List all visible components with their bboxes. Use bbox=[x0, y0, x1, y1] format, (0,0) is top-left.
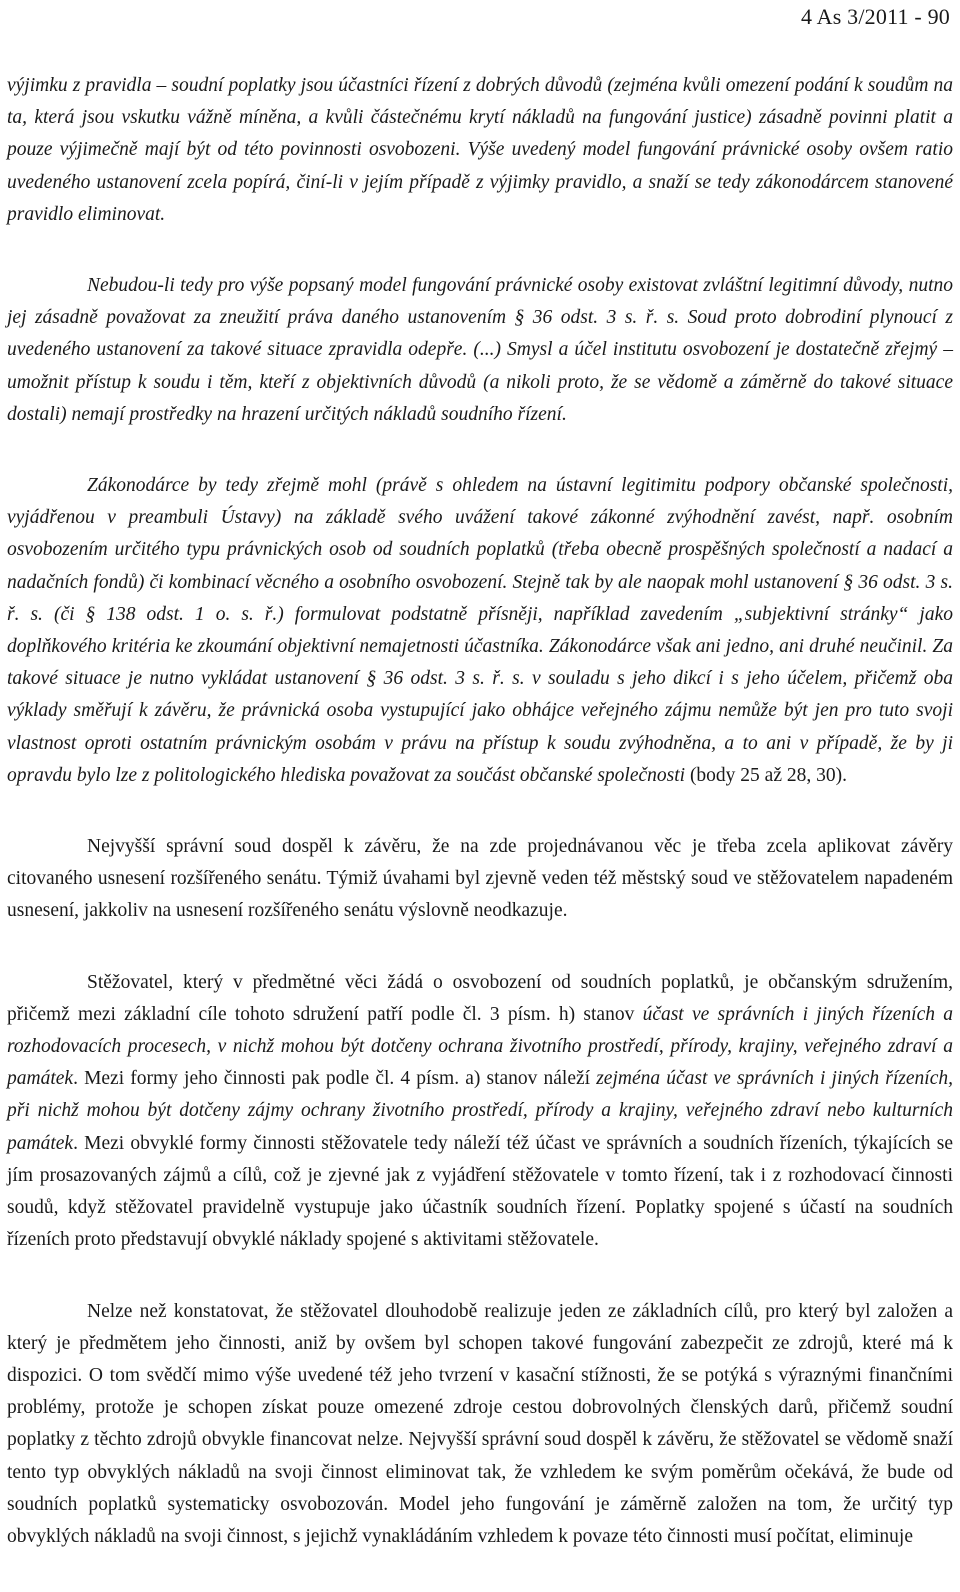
document-body bbox=[7, 70, 953, 1592]
quoted-text: Zákonodárce by tedy zřejmě mohl (právě s ohledem na ústavní legitimitu podpory občanské společnosti, vyjádřenou v preambuli Ústavy) na základě svého uvážení takové zákonné zvýhodnění zavést, např. osobním osvobozením určitého typu právnických osob od soudních poplatků (třeba obecně prospěšných společností a nadací a nadačních fondů) či kombinací věcného a osobního osvobození. Stejně tak by ale naopak mohl ustanovení § 36 odst. 3 s. ř. s. (či § 138 odst. 1 o. s. ř.) formulovat podstatně přísněji, například zavedením „subjektivní stránky“ jako doplňkového kritéria ke zkoumání objektivní nemajetnosti účastníka. Zákonodárce však ani jedno, ani druhé neučinil. Za takové situace je nutno vykládat ustanovení § 36 odst. 3 s. ř. s. v souladu s jeho dikcí i s jeho účelem, přičemž oba výklady směřují k závěru, že právnická osoba vystupující jako obhájce veřejného zájmu nemůže být jen pro tuto svoji vlastnost oproti ostatním právnickým osobám v právu na přístup k soudu zvýhodněna, a to ani v případě, že by ji opravdu bylo lze z politologického hlediska považovat za součást občanské společnosti bbox=[7, 475, 953, 786]
statute-quote-1: účast ve správních i jiných řízeních a rozhodovacích procesech, v nichž mohou být dotčeny ochrana životního prostředí, přírody, krajiny, veřejného zdraví a památek bbox=[7, 1003, 953, 1090]
paragraph-conclusion: Nejvyšší správní soud dospěl k závěru, že na zde projednávanou věc je třeba zcela aplikovat závěry citovaného usnesení rozšířeného senátu. Týmiž úvahami byl zjevně veden též městský soud ve stěžovatelem napadeném usnesení, jakkoliv na usnesení rozšířeného senátu výslovně neodkazuje. bbox=[7, 836, 953, 922]
text-segment: Stěžovatel, který v předmětné věci žádá o osvobození od soudních poplatků, je občanským sdružením, přičemž mezi základní cíle tohoto sdružení patří podle čl. 3 písm. h) stanov bbox=[7, 971, 953, 1025]
text-segment: . Mezi obvyklé formy činnosti stěžovatele tedy náleží též účast ve správních a soudních řízeních, týkajících se jím prosazovaných zájmů a cílů, což je zjevné jak z vyjádření stěžovatele v tomto řízení, tak i z rozhodovací činnosti soudů, když stěžovatel pravidelně vystupuje jako účastník soudních řízení. Poplatky spojené s účastí na soudních řízeních proto představují obvyklé náklady spojené s aktivitami stěžovatele. bbox=[7, 1132, 953, 1251]
statute-quote-2: zejména účast ve správních i jiných řízeních, při nichž mohou být dotčeny zájmy ochrany životního prostředí, přírody a krajiny, veřejného zdraví nebo kulturních památek bbox=[7, 1068, 953, 1154]
quoted-paragraph-2: Nebudou-li tedy pro výše popsaný model fungování právnické osoby existovat zvláštní legitimní důvody, nutno jej zásadně považovat za zneužití práva daného ustanovením § 36 odst. 3 s. ř. s. Soud proto dobrodiní plynoucí z uvedeného ustanovení za takové situace zpravidla odepře. (...) Smysl a účel institutu osvobození je dostatečně zřejmý – umožnit přístup k soudu i těm, kteří z objektivních důvodů (a nikoli proto, že se vědomě a záměrně do takové situace dostali) nemají prostředky na hrazení určitých nákladů soudního řízení. bbox=[7, 275, 953, 425]
page-reference: 4 As 3/2011 - 90 bbox=[800, 4, 950, 29]
citation-points: (body 25 až 28, 30). bbox=[685, 764, 847, 786]
text-segment: . Mezi formy jeho činnosti pak podle čl. 4 písm. a) stanov náleží bbox=[73, 1068, 597, 1090]
paragraph-complainant bbox=[7, 967, 953, 1257]
paragraph-findings: Nelze než konstatovat, že stěžovatel dlouhodobě realizuje jeden ze základních cílů, pro který byl založen a který je předmětem jeho činnosti, aniž by ovšem byl schopen takové fungování zabezpečit ze zdrojů, které má k dispozici. O tom svědčí mimo výše uvedené též jeho tvrzení v kasační stížnosti, že se potýká s výraznými finančními problémy, protože je schopen získat pouze omezené zdroje cestou dobrovolných členských darů, přičemž soudní poplatky z těchto zdrojů obvykle financovat nelze. Nejvyšší správní soud dospěl k závěru, že stěžovatel se vědomě snaží tento typ obvyklých nákladů na svoji činnost eliminovat tak, že vzhledem ke svým poměrům očekává, že bude od soudních poplatků systematicky osvobozován. Model jeho fungování je záměrně založen na tom, že určitý typ obvyklých nákladů na svoji činnost, s jejichž vynakládáním vzhledem k povaze této činnosti musí počítat, eliminuje bbox=[7, 1300, 953, 1547]
quoted-paragraph-1: výjimku z pravidla – soudní poplatky jsou účastníci řízení z dobrých důvodů (zejména kvůli omezení podání k soudům na ta, která jsou vskutku vážně míněna, a kvůli částečnému krytí nákladů na fungování justice) zásadně povinni platit a pouze výjimečně mají být od této povinnosti osvobozeni. Výše uvedený model fungování právnické osoby ovšem ratio uvedeného ustanovení zcela popírá, činí-li v jejím případě z výjimky pravidlo, a snaží se tedy zákonodárcem stanovené pravidlo eliminovat. bbox=[7, 75, 953, 225]
quoted-paragraph-3 bbox=[7, 470, 953, 792]
